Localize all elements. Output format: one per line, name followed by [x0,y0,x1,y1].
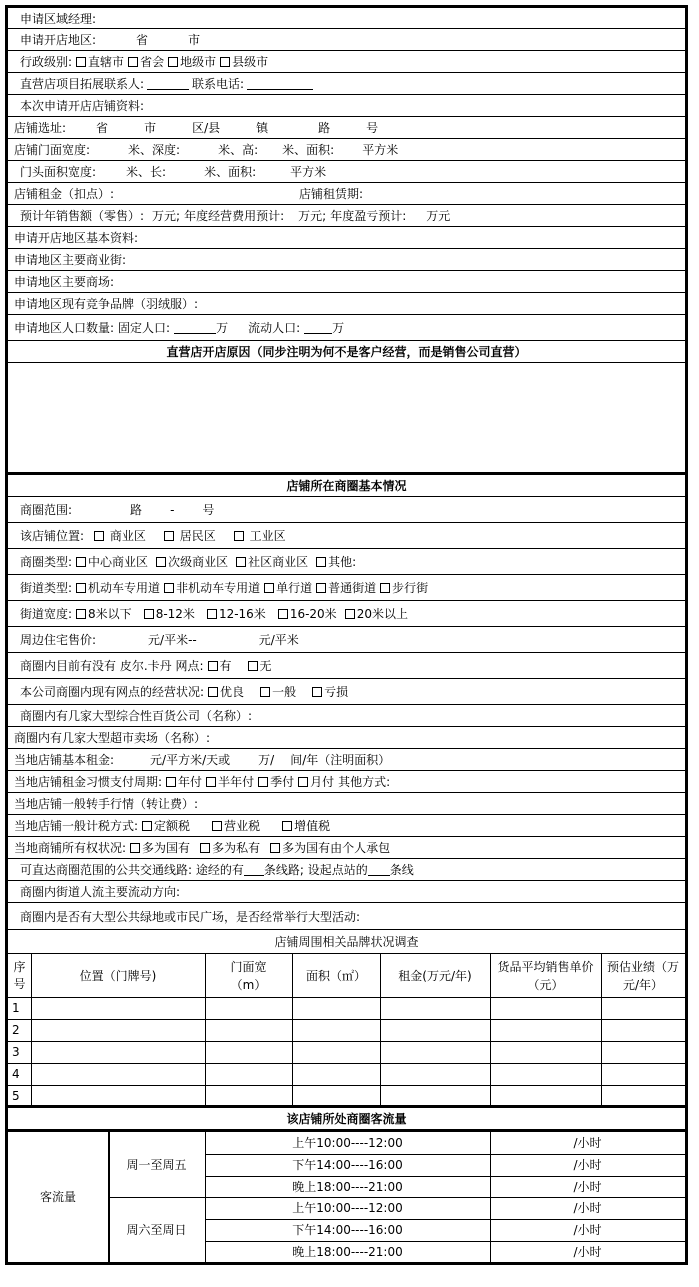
outlet-label: 商圈内目前有没有 皮尔.卡丹 网点: [20,659,204,673]
brand-survey-title: 店铺周围相关品牌状况调查 [274,935,419,949]
row-district-range[interactable] [8,497,685,523]
tax-label: 当地店铺一般计税方式: [14,819,139,833]
store-info-label: 本次申请开店店铺资料: [20,99,145,113]
transfer-label: 当地店铺一般转手行情（转让费）: [14,797,199,811]
own-outlet-option[interactable]: 优良 [204,683,244,700]
contact-label: 直营店项目拓展联系人: [20,77,145,91]
ownership-option[interactable]: 多为国有 [126,839,190,856]
traffic-value[interactable]: /小时 [573,1136,602,1150]
area-info-label: 申请开店地区基本资料: [14,231,139,245]
header-seq: 序号 [13,959,26,991]
checkbox-icon[interactable] [168,57,178,67]
checkbox-icon[interactable] [76,583,86,593]
traffic-slot: 下午14:00----16:00 [292,1158,403,1172]
base-rent-part: 万/ [258,753,275,767]
base-rent-label: 当地店铺基本租金: [14,753,115,767]
checkbox-icon[interactable] [258,777,268,787]
street-type-option[interactable]: 单行道 [260,579,312,596]
sign-part: 米、长: [126,165,167,179]
row-regional-manager[interactable] [8,8,685,29]
checkbox-icon[interactable] [380,583,390,593]
header-area: 面积（㎡） [305,968,366,983]
transit-end-label: 条线 [389,863,414,877]
checkbox-icon[interactable] [128,57,138,67]
type-option[interactable]: 社区商业区 [232,553,308,570]
checkbox-icon[interactable] [166,777,176,787]
header-rent: 租金(万元/年) [398,968,472,983]
checkbox-icon[interactable] [282,821,292,831]
checkbox-icon[interactable] [206,777,216,787]
row-ownership [8,837,685,859]
checkbox-icon[interactable] [76,557,86,567]
checkbox-icon[interactable] [234,531,244,541]
location-option[interactable]: 商业区 [90,527,146,544]
row-store-region[interactable] [8,29,685,51]
row-index: 5 [12,1089,20,1103]
reason-textarea[interactable] [8,363,685,475]
store-application-form [5,5,688,1265]
forecast-part: 万元; [152,209,181,223]
district-title: 店铺所在商圈基本情况 [286,479,407,493]
range-part: - [170,502,175,517]
street-width-option[interactable]: 12-16米 [203,605,266,622]
reason-header [8,341,685,363]
row-outlet [8,653,685,679]
header-avg-price: 货品平均销售单价（元） [497,959,594,992]
base-rent-part: 间/年（注明面积） [290,753,391,767]
sign-label: 门头面积宽度: [20,165,97,179]
phone-field[interactable] [247,77,313,90]
row-housing-price[interactable] [8,627,685,653]
type-option[interactable]: 中心商业区 [72,553,148,570]
checkbox-icon[interactable] [164,583,174,593]
type-option[interactable]: 次级商业区 [152,553,228,570]
traffic-title: 该店铺所处商圈客流量 [286,1112,407,1126]
row-population [8,315,685,341]
main-mall-label: 申请地区主要商场: [14,275,115,289]
site-part: 市 [144,121,157,135]
traffic-value[interactable]: /小时 [573,1244,602,1259]
row-plaza[interactable] [8,903,685,930]
type-option[interactable]: 其他: [312,553,356,570]
row-dept-store[interactable] [8,705,685,727]
region-label: 申请开店地区: [20,33,97,47]
admin-level-option[interactable]: 直辖市 [72,53,124,70]
fixed-pop-unit: 万 [216,321,229,335]
frontage-label: 店铺门面宽度: [14,143,91,157]
street-type-label: 街道类型: [20,581,73,595]
location-option[interactable]: 居民区 [160,527,216,544]
checkbox-icon[interactable] [260,687,270,697]
admin-level-option[interactable]: 县级市 [216,53,268,70]
checkbox-icon[interactable] [208,661,218,671]
phone-label: 联系电话: [192,77,245,91]
transit-pass-field[interactable] [244,863,264,876]
flow-label: 商圈内街道人流主要流动方向: [20,885,181,899]
region-city: 市 [188,33,201,47]
fixed-pop-label: 固定人口: [118,321,171,335]
row-rent[interactable] [8,183,685,205]
admin-level-label: 行政级别: [20,55,73,69]
traffic-label: 客流量 [39,1190,76,1204]
traffic-slot: 下午14:00----16:00 [292,1223,403,1237]
forecast-label: 预计年销售额（零售）: [20,209,145,223]
payment-option[interactable]: 季付 [254,773,294,790]
row-area-info [8,227,685,249]
traffic-slot: 上午10:00----12:00 [292,1136,403,1150]
site-part: 号 [366,121,379,135]
manager-label: 申请区域经理: [20,11,97,26]
payment-option[interactable]: 年付 [162,773,202,790]
street-width-label: 街道宽度: [20,607,73,621]
dept-store-label: 商圈内有几家大型综合性百货公司（名称）: [20,709,253,723]
checkbox-icon[interactable] [220,57,230,67]
float-pop-unit: 万 [332,321,345,335]
forecast-part: 年度经营费用预计: [184,209,285,223]
row-tax-method [8,815,685,837]
outlet-option[interactable]: 无 [244,657,272,674]
forecast-part: 万元; [298,209,327,223]
payment-option[interactable]: 月付 [294,773,334,790]
row-competitors[interactable] [8,293,685,315]
tax-option[interactable]: 增值税 [278,817,330,834]
site-part: 镇 [256,121,269,135]
traffic-header [8,1108,685,1132]
checkbox-icon[interactable] [236,557,246,567]
site-label: 店铺选址: [14,121,67,135]
row-street-width [8,601,685,627]
site-part: 省 [96,121,109,135]
row-index: 2 [12,1023,20,1037]
row-admin-level [8,51,685,73]
location-option[interactable]: 工业区 [230,527,286,544]
admin-level-option[interactable]: 地级市 [164,53,216,70]
row-district-type [8,549,685,575]
street-type-option[interactable]: 机动车专用道 [72,579,160,596]
traffic-value[interactable]: /小时 [573,1223,602,1237]
row-sign[interactable] [8,161,685,183]
traffic-value[interactable]: /小时 [573,1201,602,1215]
forecast-part: 万元 [426,209,451,223]
checkbox-icon[interactable] [208,687,218,697]
checkbox-icon[interactable] [298,777,308,787]
admin-level-option[interactable]: 省会 [124,53,164,70]
row-index: 4 [12,1067,20,1081]
checkbox-icon[interactable] [144,609,154,619]
row-store-location [8,523,685,549]
street-type-option[interactable]: 非机动车专用道 [160,579,260,596]
traffic-slot: 晚上18:00----21:00 [292,1244,403,1259]
ownership-option[interactable]: 多为私有 [196,839,260,856]
housing-label: 周边住宅售价: [20,633,97,647]
row-store-info [8,95,685,117]
float-pop-label: 流动人口: [248,321,301,335]
reason-title: 直营店开店原因（同步注明为何不是客户经营，而是销售公司直营） [166,345,527,359]
checkbox-icon[interactable] [130,843,140,853]
checkbox-icon[interactable] [278,609,288,619]
row-own-outlet [8,679,685,705]
traffic-table [8,1132,685,1262]
checkbox-icon[interactable] [207,609,217,619]
traffic-days-weekday: 周一至周五 [126,1157,187,1172]
payment-other-label: 其他方式: [338,775,391,789]
contact-field[interactable] [147,77,189,90]
header-frontage: 门面宽（m） [230,959,267,992]
checkbox-icon[interactable] [94,531,104,541]
frontage-part: 米、面积: [282,143,335,157]
traffic-slot: 晚上18:00----21:00 [292,1179,403,1194]
frontage-part: 平方米 [362,143,399,157]
row-base-rent[interactable] [8,749,685,771]
ownership-option[interactable]: 多为国有由个人承包 [266,839,390,856]
row-contact [8,73,685,95]
brand-survey-header [8,930,685,954]
supermarket-label: 商圈内有几家大型超市卖场（名称）: [14,731,211,745]
transit-label: 可直达商圈范围的公共交通线路: 途经的有 [20,863,244,877]
traffic-value[interactable]: /小时 [573,1158,602,1172]
tax-option[interactable]: 定额税 [138,817,190,834]
competitors-label: 申请地区现有竞争品牌（羽绒服）: [14,297,199,311]
checkbox-icon[interactable] [212,821,222,831]
region-province: 省 [136,33,149,47]
outlet-option[interactable]: 有 [204,657,232,674]
row-site[interactable] [8,117,685,139]
brand-survey-table [8,954,685,1108]
checkbox-icon[interactable] [248,661,258,671]
plaza-label: 商圈内是否有大型公共绿地或市民广场，是否经常举行大型活动: [20,909,361,924]
sign-part: 平方米 [290,165,327,179]
checkbox-icon[interactable] [76,57,86,67]
frontage-part: 米、高: [218,143,259,157]
base-rent-part: 元/平方米/天或 [150,753,231,767]
checkbox-icon[interactable] [270,843,280,853]
traffic-value[interactable]: /小时 [573,1179,602,1194]
checkbox-icon[interactable] [156,557,166,567]
housing-part: 元/平米-- [148,633,197,647]
site-part: 区/县 [192,121,221,135]
checkbox-icon[interactable] [76,609,86,619]
population-label: 申请地区人口数量: [14,321,115,335]
lease-label: 店铺租赁期: [299,187,364,201]
site-part: 路 [318,121,331,135]
row-index: 3 [12,1045,20,1059]
forecast-part: 年度盈亏预计: [330,209,407,223]
row-supermarket[interactable] [8,727,685,749]
traffic-slot: 上午10:00----12:00 [292,1201,403,1215]
checkbox-icon[interactable] [200,843,210,853]
float-pop-field[interactable] [304,321,332,334]
header-forecast: 预估业绩（万元/年） [606,959,679,992]
street-width-option[interactable]: 8米以下 [72,605,132,622]
row-payment-cycle [8,771,685,793]
street-width-option[interactable]: 16-20米 [274,605,337,622]
frontage-part: 米、深度: [128,143,181,157]
checkbox-icon[interactable] [164,531,174,541]
street-type-option[interactable]: 步行街 [376,579,428,596]
payment-label: 当地店铺租金习惯支付周期: [14,775,163,789]
checkbox-icon[interactable] [264,583,274,593]
own-outlet-option[interactable]: 一般 [256,683,296,700]
own-outlet-option[interactable]: 亏损 [308,683,348,700]
checkbox-icon[interactable] [142,821,152,831]
transit-terminal-field[interactable] [368,863,390,876]
payment-option[interactable]: 半年付 [202,773,254,790]
type-label: 商圈类型: [20,555,73,569]
street-type-option[interactable]: 普通街道 [312,579,376,596]
row-main-street[interactable] [8,249,685,271]
transit-mid-label: 条线路; 设起点站的 [263,863,368,877]
location-label: 该店铺位置: [20,529,85,543]
housing-part: 元/平米 [258,633,299,647]
street-width-option[interactable]: 20米以上 [341,605,408,622]
range-part: 路 [130,503,143,517]
row-frontage[interactable] [8,139,685,161]
main-street-label: 申请地区主要商业街: [14,253,127,267]
ownership-label: 当地商铺所有权状况: [14,841,127,855]
sign-part: 米、面积: [204,165,257,179]
street-width-option[interactable]: 8-12米 [140,605,195,622]
row-main-mall[interactable] [8,271,685,293]
range-part: 号 [202,503,215,517]
checkbox-icon[interactable] [312,687,322,697]
rent-label: 店铺租金（扣点）: [14,187,115,201]
own-outlet-label: 本公司商圈内现有网点的经营状况: [20,685,205,699]
header-location: 位置（门牌号) [79,968,157,983]
row-transit [8,859,685,881]
checkbox-icon[interactable] [316,583,326,593]
fixed-pop-field[interactable] [174,321,216,334]
traffic-days-weekend: 周六至周日 [126,1222,187,1237]
row-flow-direction[interactable] [8,881,685,903]
row-transfer-fee[interactable] [8,793,685,815]
row-index: 1 [12,1001,20,1015]
row-street-type [8,575,685,601]
checkbox-icon[interactable] [345,609,355,619]
tax-option[interactable]: 营业税 [208,817,260,834]
district-header [8,475,685,497]
checkbox-icon[interactable] [316,557,326,567]
row-forecast[interactable] [8,205,685,227]
range-label: 商圈范围: [20,503,73,517]
